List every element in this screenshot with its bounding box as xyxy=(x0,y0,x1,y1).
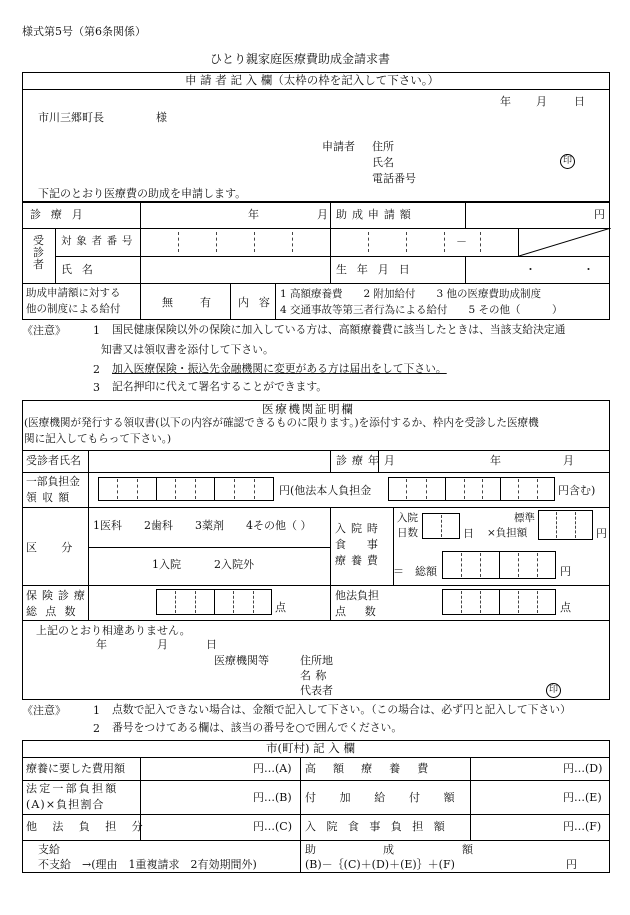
grant-label-3: 額 xyxy=(462,843,473,856)
legal-copay-value: 円…(B) xyxy=(253,791,292,804)
other-law-copay-input[interactable] xyxy=(388,477,555,501)
other-benefit-label-1: 助成申請額に対する xyxy=(26,287,121,299)
hosp-days-unit: 日 xyxy=(463,527,474,540)
insurance-points-unit: 点 xyxy=(275,601,286,614)
birthdate-label: 生年月日 xyxy=(336,263,420,276)
meal-share-label: 入院食事負担額 xyxy=(305,820,456,833)
category-label: 区分 xyxy=(26,541,97,554)
notes2-item1: 点数で記入できない場合は、金額で記入して下さい。（この場合は、必ず円と記入して下さい） xyxy=(112,703,571,716)
diagonal-line xyxy=(519,228,611,256)
request-amount-label: 助成申請額 xyxy=(336,208,416,221)
phone-label: 電話番号 xyxy=(372,172,416,185)
applicant-box xyxy=(22,72,610,202)
content-options-line2[interactable]: 4 交通事故等第三者行為による給付 5 その他（ ） xyxy=(280,304,563,316)
date-year-label: 年 xyxy=(500,95,511,108)
copay-label-2: 領収額 xyxy=(26,491,75,504)
notes2-num2: 2 xyxy=(93,722,100,735)
certify-day: 日 xyxy=(206,638,217,651)
birthdate-dot-2: ・ xyxy=(583,263,594,276)
other-law-points-unit: 点 xyxy=(560,601,571,614)
date-month-label: 月 xyxy=(536,95,547,108)
other-law-points-label-2: 点数 xyxy=(335,605,395,618)
applicant-label: 申請者 xyxy=(322,140,355,153)
meal-label-2: 食事 xyxy=(335,538,399,551)
nopay-option[interactable]: 不支給 →(理由 1重複請求 2有効期間外) xyxy=(38,858,257,871)
notes1-num2: 2 xyxy=(93,363,100,376)
inpatient-options[interactable]: 1入院 2入院外 xyxy=(152,558,254,571)
form-number: 様式第5号（第6条関係） xyxy=(22,25,146,38)
pay-option[interactable]: 支給 xyxy=(38,843,60,856)
honorific: 様 xyxy=(156,111,167,124)
recipient-name-label: 氏名 xyxy=(61,263,103,276)
cost-label: 療養に要した費用額 xyxy=(26,762,125,775)
hosp-days-label-2: 日数 xyxy=(397,527,418,539)
insurance-points-label-2: 総点数 xyxy=(26,605,84,618)
other-law-points-label-1: 他法負担 xyxy=(335,589,379,602)
medical-month-unit: 月 xyxy=(317,208,328,221)
medical-desc-1: (医療機関が発行する領収書(以下の内容が確認できるものに限ります。)を添付するか、枠内を受診した医療機 xyxy=(24,417,539,429)
notes1-item3: 記名押印に代えて署名することができます。 xyxy=(112,380,328,393)
visit-month-label: 診療年月 xyxy=(336,454,400,467)
diagonal-cell xyxy=(518,228,610,256)
institution-label: 医療機関等 xyxy=(214,654,269,667)
certify-month: 月 xyxy=(157,638,168,651)
copay-label-1: 一部負担金 xyxy=(26,475,80,488)
medical-year-unit: 年 xyxy=(248,208,259,221)
notes2-item2: 番号をつけてある欄は、該当の番号を○で囲んでください。 xyxy=(112,721,403,734)
notes2-label: 《注意》 xyxy=(22,704,66,717)
additional-benefit-label: 付加給付額 xyxy=(305,791,479,804)
city-section-header: 市(町村) 記 入 欄 xyxy=(266,741,355,755)
copay-note-2: 円含む) xyxy=(558,484,596,497)
institution-seal-icon: 印 xyxy=(546,683,561,698)
category-options[interactable]: 1医科 2歯科 3薬剤 4その他（ ） xyxy=(93,519,312,532)
address-label: 住所 xyxy=(372,140,394,153)
high-cost-value: 円…(D) xyxy=(563,762,603,775)
copay-amount-input[interactable] xyxy=(98,477,274,501)
additional-benefit-value: 円…(E) xyxy=(563,791,602,804)
notes1-num3: 3 xyxy=(93,381,100,394)
medical-month-label: 診療月 xyxy=(30,208,93,221)
grant-formula: (B)－｛(C)＋(D)＋(E)｝＋(F) xyxy=(305,858,455,871)
institution-name: 名称 xyxy=(300,669,331,682)
city-box xyxy=(22,740,610,873)
grant-label-2: 成 xyxy=(383,843,394,856)
other-law-share-label: 他法負担分 xyxy=(26,820,158,833)
grant-yen: 円 xyxy=(566,858,577,871)
other-law-share-value: 円…(C) xyxy=(253,820,292,833)
hosp-days-label-1: 入院 xyxy=(397,512,418,524)
meal-total-yen: 円 xyxy=(560,565,571,578)
standard-label-2: ×負担額 xyxy=(487,527,528,539)
name-label: 氏名 xyxy=(372,156,394,169)
addressee: 市川三郷町長 xyxy=(38,111,104,124)
request-amount-yen: 円 xyxy=(594,208,605,221)
other-benefit-label-2: 他の制度による給付 xyxy=(26,303,121,315)
patient-name-label: 受診者氏名 xyxy=(26,454,81,467)
grant-label-1: 助 xyxy=(305,843,316,856)
other-benefit-have[interactable]: 有 xyxy=(200,296,211,309)
medical-desc-2: 関に記入してもらって下さい。) xyxy=(24,433,172,445)
copay-note: 円(他法本人負担金 xyxy=(279,484,372,497)
notes1-item1a: 国民健康保険以外の保険に加入している方は、高額療養費に該当したときは、当該支給決定通 xyxy=(112,323,566,336)
high-cost-label: 高額療養費 xyxy=(305,762,446,775)
institution-address: 住所地 xyxy=(300,654,333,667)
birthdate-dot-1: ・ xyxy=(525,263,536,276)
standard-yen: 円 xyxy=(596,527,607,540)
certify-year: 年 xyxy=(96,638,107,651)
institution-rep: 代表者 xyxy=(300,684,333,697)
notes1-item1b: 知書又は領収書を添付して下さい。 xyxy=(101,343,274,356)
meal-label-1: 入院時 xyxy=(335,522,383,535)
applicant-section-header: 申 請 者 記 入 欄（太枠の枠を記入して下さい。） xyxy=(185,73,440,87)
meal-total-label: ＝ 総額 xyxy=(393,565,437,578)
subject-number-hyphen: － xyxy=(456,235,467,248)
visit-year-unit: 年 xyxy=(490,454,501,467)
notes2-num1: 1 xyxy=(93,704,100,717)
certify-text: 上記のとおり相違ありません。 xyxy=(36,624,191,637)
meal-share-value: 円…(F) xyxy=(563,820,602,833)
legal-copay-label-1: 法定一部負担額 xyxy=(26,782,119,795)
form-title: ひとり親家庭医療費助成金請求書 xyxy=(210,52,391,66)
other-benefit-none[interactable]: 無 xyxy=(162,296,173,309)
seal-icon: 印 xyxy=(560,154,575,169)
request-text: 下記のとおり医療費の助成を申請します。 xyxy=(38,187,247,200)
insurance-points-label-1: 保険診療 xyxy=(26,589,90,602)
cost-value: 円…(A) xyxy=(253,762,292,775)
legal-copay-label-2: (A)×負担割合 xyxy=(26,798,105,811)
recipient-label: 受診者 xyxy=(33,234,44,271)
notes1-item2: 加入医療保険・振込先金融機関に変更がある方は届出をして下さい。 xyxy=(112,362,447,375)
standard-amount-input[interactable] xyxy=(538,510,593,540)
standard-label-1: 標準 xyxy=(514,512,535,524)
subject-number-label: 対象者番号 xyxy=(61,235,138,247)
visit-month-unit: 月 xyxy=(563,454,574,467)
medical-section-header: 医療機関証明欄 xyxy=(262,402,355,416)
notes1-label: 《注意》 xyxy=(22,324,66,337)
content-label: 内容 xyxy=(238,296,280,309)
date-day-label: 日 xyxy=(574,95,585,108)
meal-label-3: 療養費 xyxy=(335,554,383,567)
notes1-num1: 1 xyxy=(93,324,100,337)
content-options-line1[interactable]: 1 高額療養費 2 附加給付 3 他の医療費助成制度 xyxy=(280,288,542,300)
